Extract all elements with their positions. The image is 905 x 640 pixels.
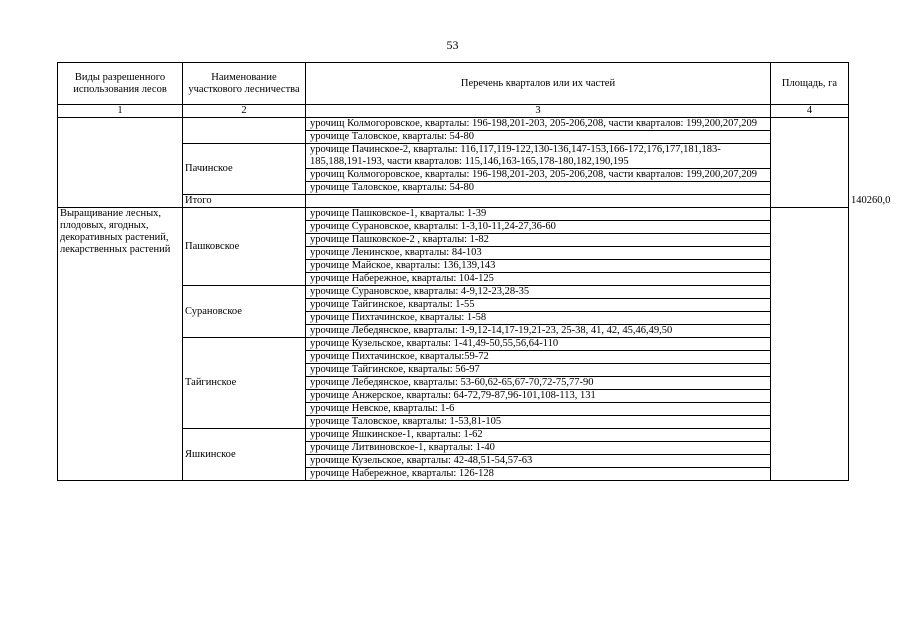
total-label: Итого <box>183 195 306 208</box>
quarters-cell: урочище Тайгинское, кварталы: 1-55 <box>306 299 771 312</box>
forestry-cell-continued <box>183 118 306 144</box>
column-number-row <box>58 105 849 118</box>
quarters-cell: урочище Пашковское-1, кварталы: 1-39 <box>306 208 771 221</box>
quarters-cell: урочище Ленинское, кварталы: 84-103 <box>306 247 771 260</box>
total-quarters <box>306 195 771 208</box>
header-forestry: Наименование участкового лесничества <box>183 63 306 105</box>
quarters-cell: урочище Тайгинское, кварталы: 56-97 <box>306 364 771 377</box>
usage-type: Выращивание лесных, плодовых, ягодных, декоративных растений, лекарственных растений <box>58 208 183 481</box>
header-area: Площадь, га <box>771 63 849 105</box>
quarters-cell: урочищ Колмогоровское, кварталы: 196-198,201-203, 205-206,208, части кварталов: 199,200,207,209 <box>306 169 771 182</box>
quarters-cell: урочище Таловское, кварталы: 1-53,81-105 <box>306 416 771 429</box>
header-quarters: Перечень кварталов или их частей <box>306 63 771 105</box>
column-number: 3 <box>306 105 771 118</box>
quarters-cell: урочище Анжерское, кварталы: 64-72,79-87,96-101,108-113, 131 <box>306 390 771 403</box>
quarters-cell: урочище Сурановское, кварталы: 1-3,10-11,24-27,36-60 <box>306 221 771 234</box>
quarters-cell: урочище Лебедянское, кварталы: 53-60,62-65,67-70,72-75,77-90 <box>306 377 771 390</box>
area-cell <box>771 118 849 208</box>
quarters-cell: урочище Пачинское-2, кварталы: 116,117,119-122,130-136,147-153,166-172,176,177,181,183-185,188,191-193, части кварталов: 115,146,163-165,178-180,182,190,195 <box>306 144 771 169</box>
quarters-cell: урочище Яшкинское-1, кварталы: 1-62 <box>306 429 771 442</box>
usage-cell-continued <box>58 118 183 208</box>
quarters-cell: урочище Таловское, кварталы: 54-80 <box>306 182 771 195</box>
quarters-cell: урочище Невское, кварталы: 1-6 <box>306 403 771 416</box>
forestry-name: Пачинское <box>183 144 306 195</box>
column-number: 2 <box>183 105 306 118</box>
total-row: Итого 140260,0 <box>58 195 849 208</box>
forestry-name: Сурановское <box>183 286 306 338</box>
quarters-cell: урочище Литвиновское-1, кварталы: 1-40 <box>306 442 771 455</box>
quarters-cell: урочище Таловское, кварталы: 54-80 <box>306 131 771 144</box>
quarters-cell: урочище Лебедянское, кварталы: 1-9,12-14,17-19,21-23, 25-38, 41, 42, 45,46,49,50 <box>306 325 771 338</box>
forestry-name: Тайгинское <box>183 338 306 429</box>
forestry-name: Пашковское <box>183 208 306 286</box>
header-usage-type: Виды разрешенного использования лесов <box>58 63 183 105</box>
quarters-cell: урочище Набережное, кварталы: 104-125 <box>306 273 771 286</box>
quarters-cell: урочище Майское, кварталы: 136,139,143 <box>306 260 771 273</box>
quarters-cell: урочище Пихтачинское, кварталы: 1-58 <box>306 312 771 325</box>
table-header-row <box>58 63 849 105</box>
forestry-name: Яшкинское <box>183 429 306 481</box>
quarters-cell: урочищ Колмогоровское, кварталы: 196-198,201-203, 205-206,208, части кварталов: 199,200,207,209 <box>306 118 771 131</box>
quarters-cell: урочище Сурановское, кварталы: 4-9,12-23,28-35 <box>306 286 771 299</box>
column-number: 4 <box>771 105 849 118</box>
forest-use-table <box>57 62 891 481</box>
quarters-cell: урочище Пихтачинское, кварталы:59-72 <box>306 351 771 364</box>
area-cell <box>771 208 849 481</box>
column-number: 1 <box>58 105 183 118</box>
table-row <box>58 118 849 131</box>
quarters-cell: урочище Набережное, кварталы: 126-128 <box>306 468 771 481</box>
quarters-cell: урочище Пашковское-2 , кварталы: 1-82 <box>306 234 771 247</box>
quarters-cell: урочище Кузельское, кварталы: 42-48,51-54,57-63 <box>306 455 771 468</box>
table-row <box>58 208 849 221</box>
quarters-cell: урочище Кузельское, кварталы: 1-41,49-50,55,56,64-110 <box>306 338 771 351</box>
page-number: 53 <box>446 38 459 52</box>
